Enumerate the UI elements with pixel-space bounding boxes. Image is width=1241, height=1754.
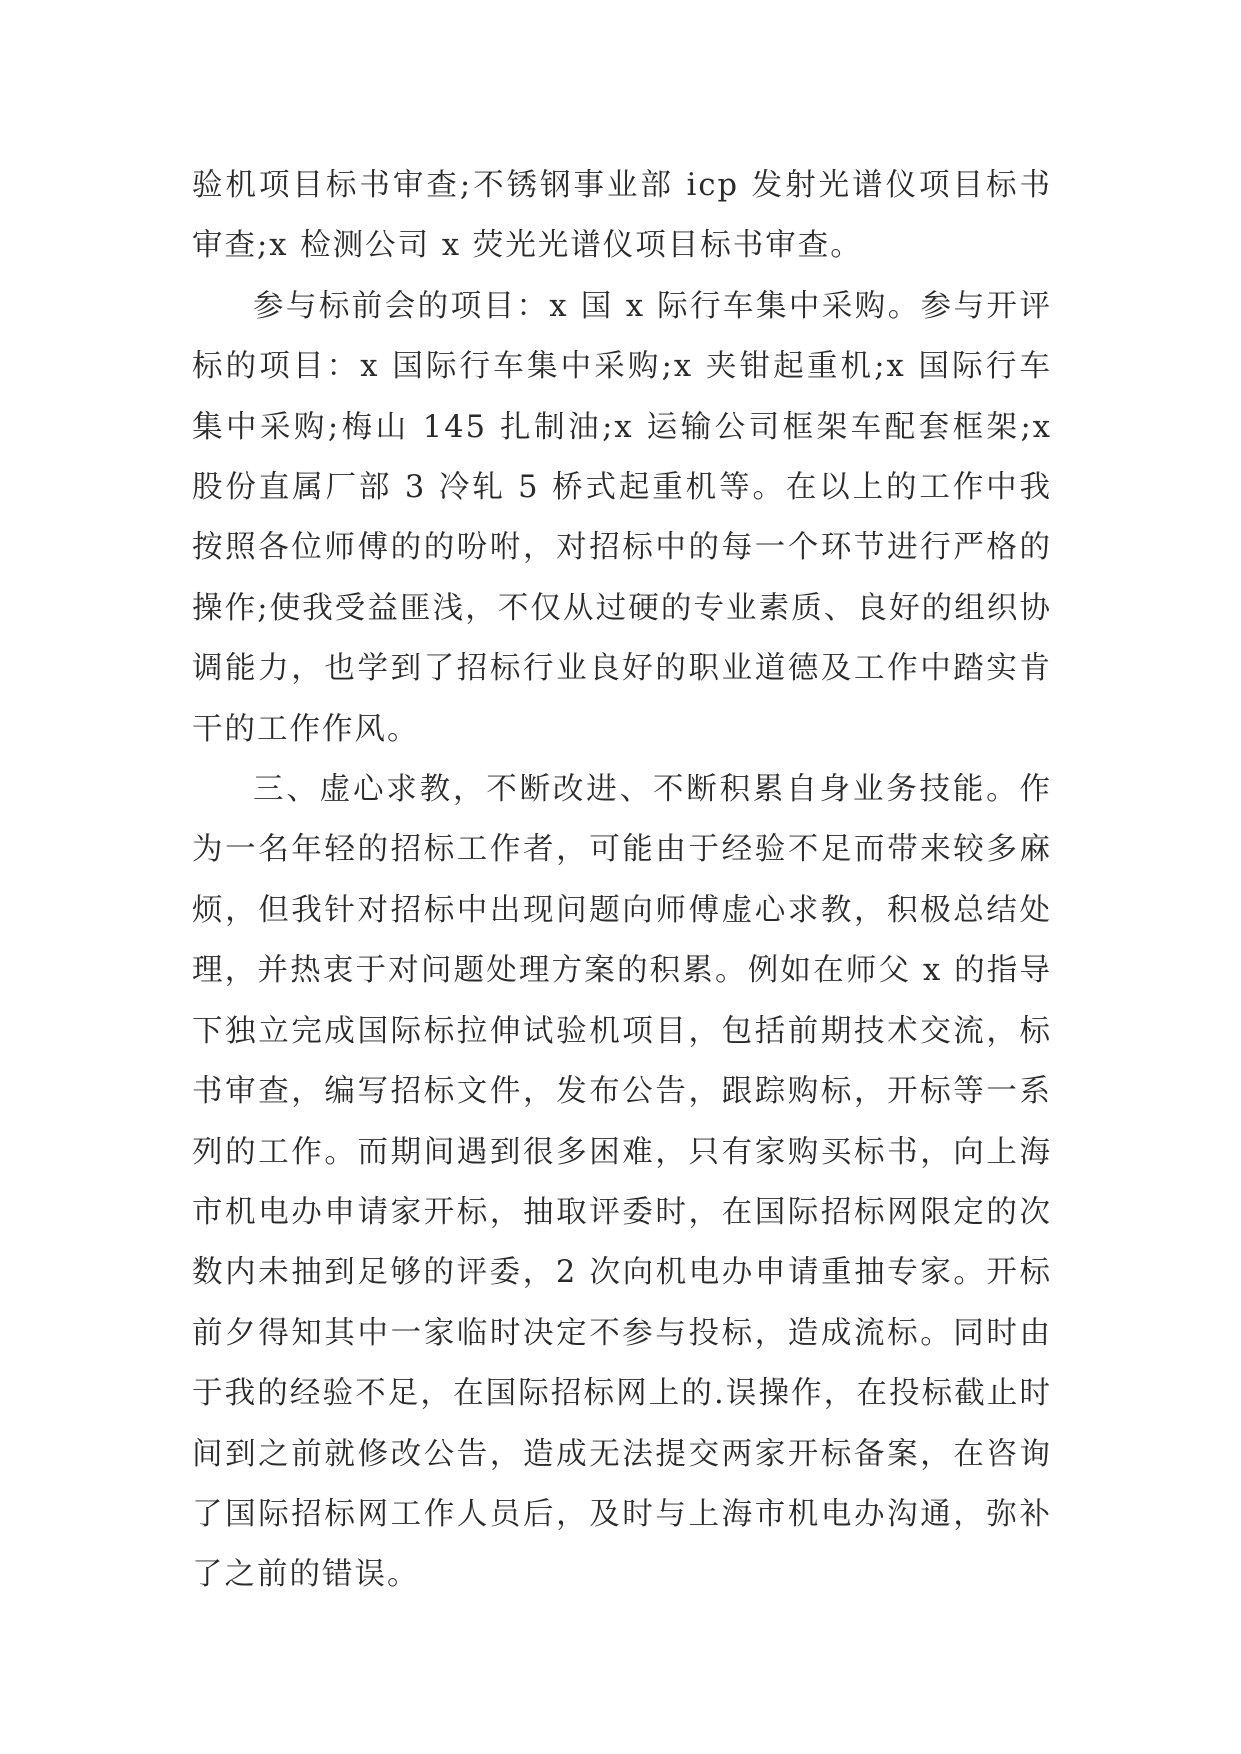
paragraph-bid-projects: 参与标前会的项目：x 国 x 际行车集中采购。参与开评标的项目：x 国际行车集中采购;x 夹钳起重机;x 国际行车集中采购;梅山 145 扎制油;x 运输公司框架车配套框架;x 股份直属厂部 3 冷轧 5 桥式起重机等。在以上的工作中我按照各位师傅的的吩咐，对招标中的每一个环节进行严格的操作;使我受益匪浅，不仅从过硬的专业素质、良好的组织协调能力，也学到了招标行业良好的职业道德及工作中踏实肯干的工作作风。 [192,288,1052,747]
document-body [192,156,1052,1606]
paragraph-review-items: 验机项目标书审查;不锈钢事业部 icp 发射光谱仪项目标书审查;x 检测公司 x 荧光光谱仪项目标书审查。 [192,168,1052,264]
paragraph-learning-section: 三、虚心求教，不断改进、不断积累自身业务技能。作为一名年轻的招标工作者，可能由于经验不足而带来较多麻烦，但我针对招标中出现问题向师傅虚心求教，积极总结处理，并热衷于对问题处理方案的积累。例如在师父 x 的指导下独立完成国际标拉伸试验机项目，包括前期技术交流，标书审查，编写招标文件，发布公告，跟踪购标，开标等一系列的工作。而期间遇到很多困难，只有家购买标书，向上海市机电办申请家开标，抽取评委时，在国际招标网限定的次数内未抽到足够的评委，2 次向机电办申请重抽专家。开标前夕得知其中一家临时决定不参与投标，造成流标。同时由于我的经验不足，在国际招标网上的.误操作，在投标截止时间到之前就修改公告，造成无法提交两家开标备案，在咨询了国际招标网工作人员后，及时与上海市机电办沟通，弥补了之前的错误。 [192,772,1052,1593]
